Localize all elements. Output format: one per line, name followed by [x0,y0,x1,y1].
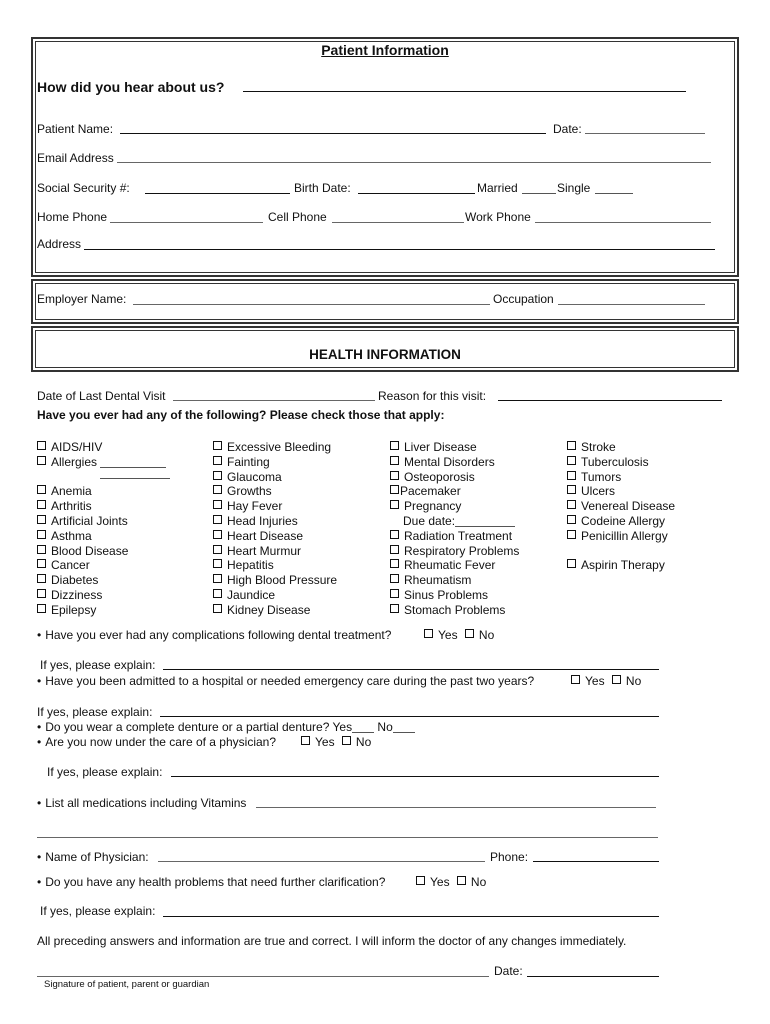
physician-label: • Name of Physician: [37,850,149,864]
q2-options: Yes No [571,674,641,688]
q4-options: Yes No [301,735,371,749]
checkbox-icon[interactable] [342,736,351,745]
condition-item[interactable]: High Blood Pressure [213,573,337,588]
condition-item[interactable]: Jaundice [213,588,337,603]
checkbox-icon[interactable] [390,589,399,598]
patient-name-label: Patient Name: [37,122,114,136]
medications-field-2[interactable] [37,837,658,838]
condition-item[interactable]: Asthma [37,529,170,544]
checkbox-icon[interactable] [37,456,46,465]
q4-explain-label: If yes, please explain: [47,765,163,779]
reason-field[interactable] [498,400,722,401]
condition-item[interactable]: Heart Murmur [213,544,337,559]
checkbox-icon[interactable] [213,471,222,480]
conditions-col-4 [567,440,675,573]
condition-item[interactable]: Kidney Disease [213,603,337,618]
condition-item[interactable]: Pregnancy [390,499,519,514]
checkbox-icon[interactable] [37,500,46,509]
condition-item[interactable]: Growths [213,484,337,499]
patient-name-field[interactable] [120,133,546,134]
checkbox-icon[interactable] [390,559,399,568]
checkbox-icon[interactable] [567,530,576,539]
checkbox-icon[interactable] [424,629,433,638]
condition-item[interactable]: Arthritis [37,499,170,514]
page-title: Patient Information [321,42,449,58]
condition-item[interactable]: Stroke [567,440,675,455]
checkbox-icon[interactable] [213,441,222,450]
condition-item[interactable]: Head Injuries [213,514,337,529]
married-label: Married [477,181,518,195]
cell-phone-label: Cell Phone [268,210,327,224]
checkbox-icon[interactable] [567,559,576,568]
q4-physician-care: • Are you now under the care of a physician? [37,735,276,749]
birth-date-field[interactable] [358,193,475,194]
checkbox-icon[interactable] [465,629,474,638]
address-field[interactable] [84,249,715,250]
checkbox-icon[interactable] [390,530,399,539]
condition-item[interactable]: Anemia [37,484,170,499]
occupation-label: Occupation [493,292,554,306]
q1-complications: • Have you ever had any complications following dental treatment? [37,628,391,642]
email-field[interactable] [117,162,711,163]
condition-item[interactable]: Heart Disease [213,529,337,544]
physician-field[interactable] [158,861,485,862]
q5-explain-field[interactable] [163,916,659,917]
certification-statement: All preceding answers and information are true and correct. I will inform the doctor of any changes immediately. [37,934,627,948]
checkbox-icon[interactable] [612,675,621,684]
checkbox-icon[interactable] [567,485,576,494]
checkbox-icon[interactable] [571,675,580,684]
checkbox-icon[interactable] [37,545,46,554]
q5-options: Yes No [416,875,486,889]
checkbox-icon[interactable] [390,604,399,613]
denture-yes-field[interactable] [352,732,374,733]
signature-date-label: Date: [494,964,523,978]
q5-explain-label: If yes, please explain: [40,904,156,918]
condition-item[interactable]: Rheumatic Fever [390,558,519,573]
condition-item[interactable]: Osteoporosis [390,470,519,485]
checkbox-icon[interactable] [213,500,222,509]
condition-item[interactable]: Penicillin Allergy [567,529,675,544]
checkbox-icon[interactable] [567,471,576,480]
checkbox-icon[interactable] [390,500,399,509]
ssn-label: Social Security #: [37,181,130,195]
employer-name-field[interactable] [133,304,490,305]
condition-item[interactable]: Radiation Treatment [390,529,519,544]
checkbox-icon[interactable] [301,736,310,745]
reason-label: Reason for this visit: [378,389,487,403]
conditions-col-2 [213,440,337,618]
last-visit-label: Date of Last Dental Visit [37,389,166,403]
checkbox-icon[interactable] [390,574,399,583]
physician-phone-field[interactable] [533,861,659,862]
q5-clarification: • Do you have any health problems that need further clarification? [37,875,385,889]
condition-item[interactable]: Rheumatism [390,573,519,588]
condition-item[interactable]: Venereal Disease [567,499,675,514]
condition-item[interactable]: Aspirin Therapy [567,558,675,573]
due-date-row[interactable]: Due date: [390,514,519,529]
checkbox-icon[interactable] [213,485,222,494]
hear-about-label: How did you hear about us? [37,79,225,95]
work-phone-field[interactable] [535,222,711,223]
checkbox-icon[interactable] [37,604,46,613]
condition-item[interactable]: Artificial Joints [37,514,170,529]
checkbox-icon[interactable] [567,456,576,465]
condition-item[interactable]: Tuberculosis [567,455,675,470]
condition-item[interactable]: Hepatitis [213,558,337,573]
checkbox-icon[interactable] [390,471,399,480]
email-label: Email Address [37,151,114,165]
q1-explain-field[interactable] [163,669,659,670]
checkbox-icon[interactable] [213,589,222,598]
condition-item[interactable]: Mental Disorders [390,455,519,470]
q2-explain-field[interactable] [160,716,659,717]
condition-item[interactable]: AIDS/HIV [37,440,170,455]
checkbox-icon[interactable] [390,485,399,494]
signature-field[interactable] [37,976,489,977]
checkbox-icon[interactable] [213,456,222,465]
condition-item[interactable]: Ulcers [567,484,675,499]
checkbox-icon[interactable] [567,441,576,450]
checkbox-icon[interactable] [37,441,46,450]
last-visit-field[interactable] [173,400,375,401]
condition-item[interactable]: Codeine Allergy [567,514,675,529]
employer-name-label: Employer Name: [37,292,127,306]
physician-phone-label: Phone: [490,850,529,864]
date-label: Date: [553,122,582,136]
signature-caption: Signature of patient, parent or guardian [44,979,210,990]
single-field[interactable] [595,193,633,194]
condition-item[interactable]: Glaucoma [213,470,337,485]
ssn-field[interactable] [145,193,290,194]
checkbox-icon[interactable] [213,604,222,613]
condition-item[interactable]: Pacemaker [390,484,519,499]
checkbox-icon[interactable] [37,589,46,598]
checkbox-icon[interactable] [213,559,222,568]
checkbox-icon[interactable] [213,574,222,583]
condition-item[interactable]: Fainting [213,455,337,470]
checkbox-icon[interactable] [213,530,222,539]
signature-date-field[interactable] [527,976,659,977]
condition-item[interactable]: Respiratory Problems [390,544,519,559]
checkbox-icon[interactable] [567,515,576,524]
checkbox-icon[interactable] [567,500,576,509]
condition-item[interactable]: Allergies [37,455,170,470]
checkbox-icon[interactable] [37,530,46,539]
cell-phone-field[interactable] [332,222,464,223]
condition-item[interactable]: Tumors [567,470,675,485]
conditions-col-3 [390,440,519,618]
medications-label: • List all medications including Vitamins [37,796,246,810]
q4-explain-field[interactable] [171,776,659,777]
condition-item[interactable]: Excessive Bleeding [213,440,337,455]
condition-item[interactable]: Cancer [37,558,170,573]
condition-item[interactable]: Blood Disease [37,544,170,559]
address-label: Address [37,237,82,251]
q3-denture: • Do you wear a complete denture or a partial denture? Yes No [37,720,415,734]
allergies-field[interactable] [100,467,166,468]
checkbox-icon[interactable] [37,515,46,524]
q1-options: Yes No [424,628,494,642]
spacer [567,544,675,559]
occupation-field[interactable] [558,304,705,305]
condition-item[interactable]: Epilepsy [37,603,170,618]
checkbox-icon[interactable] [390,545,399,554]
checkbox-icon[interactable] [213,515,222,524]
checkbox-icon[interactable] [390,456,399,465]
checkbox-icon[interactable] [37,559,46,568]
condition-item[interactable]: Dizziness [37,588,170,603]
conditions-col-1 [37,440,170,618]
birth-date-label: Birth Date: [294,181,351,195]
health-title: HEALTH INFORMATION [309,347,461,362]
hear-about-field[interactable] [243,91,686,92]
checkbox-icon[interactable] [390,441,399,450]
q1-explain-label: If yes, please explain: [40,658,156,672]
patient-info-box [31,37,739,277]
home-phone-field[interactable] [110,222,263,223]
married-field[interactable] [522,193,556,194]
checklist-prompt: Have you ever had any of the following? Please check those that apply: [37,408,445,422]
work-phone-label: Work Phone [465,210,531,224]
single-label: Single [557,181,591,195]
q2-explain-label: If yes, please explain: [37,705,153,719]
checkbox-icon[interactable] [457,876,466,885]
checkbox-icon[interactable] [416,876,425,885]
home-phone-label: Home Phone [37,210,108,224]
checkbox-icon[interactable] [37,574,46,583]
employer-box [31,279,739,324]
condition-item[interactable]: Liver Disease [390,440,519,455]
allergies-field-2[interactable] [37,470,170,485]
condition-item[interactable]: Stomach Problems [390,603,519,618]
checkbox-icon[interactable] [37,485,46,494]
denture-no-field[interactable] [393,732,415,733]
condition-item[interactable]: Hay Fever [213,499,337,514]
condition-item[interactable]: Sinus Problems [390,588,519,603]
due-date-field[interactable] [455,526,515,527]
q2-hospital: • Have you been admitted to a hospital or needed emergency care during the past two years? [37,674,534,688]
medications-field[interactable] [256,807,656,808]
date-field[interactable] [585,133,705,134]
condition-item[interactable]: Diabetes [37,573,170,588]
checkbox-icon[interactable] [213,545,222,554]
